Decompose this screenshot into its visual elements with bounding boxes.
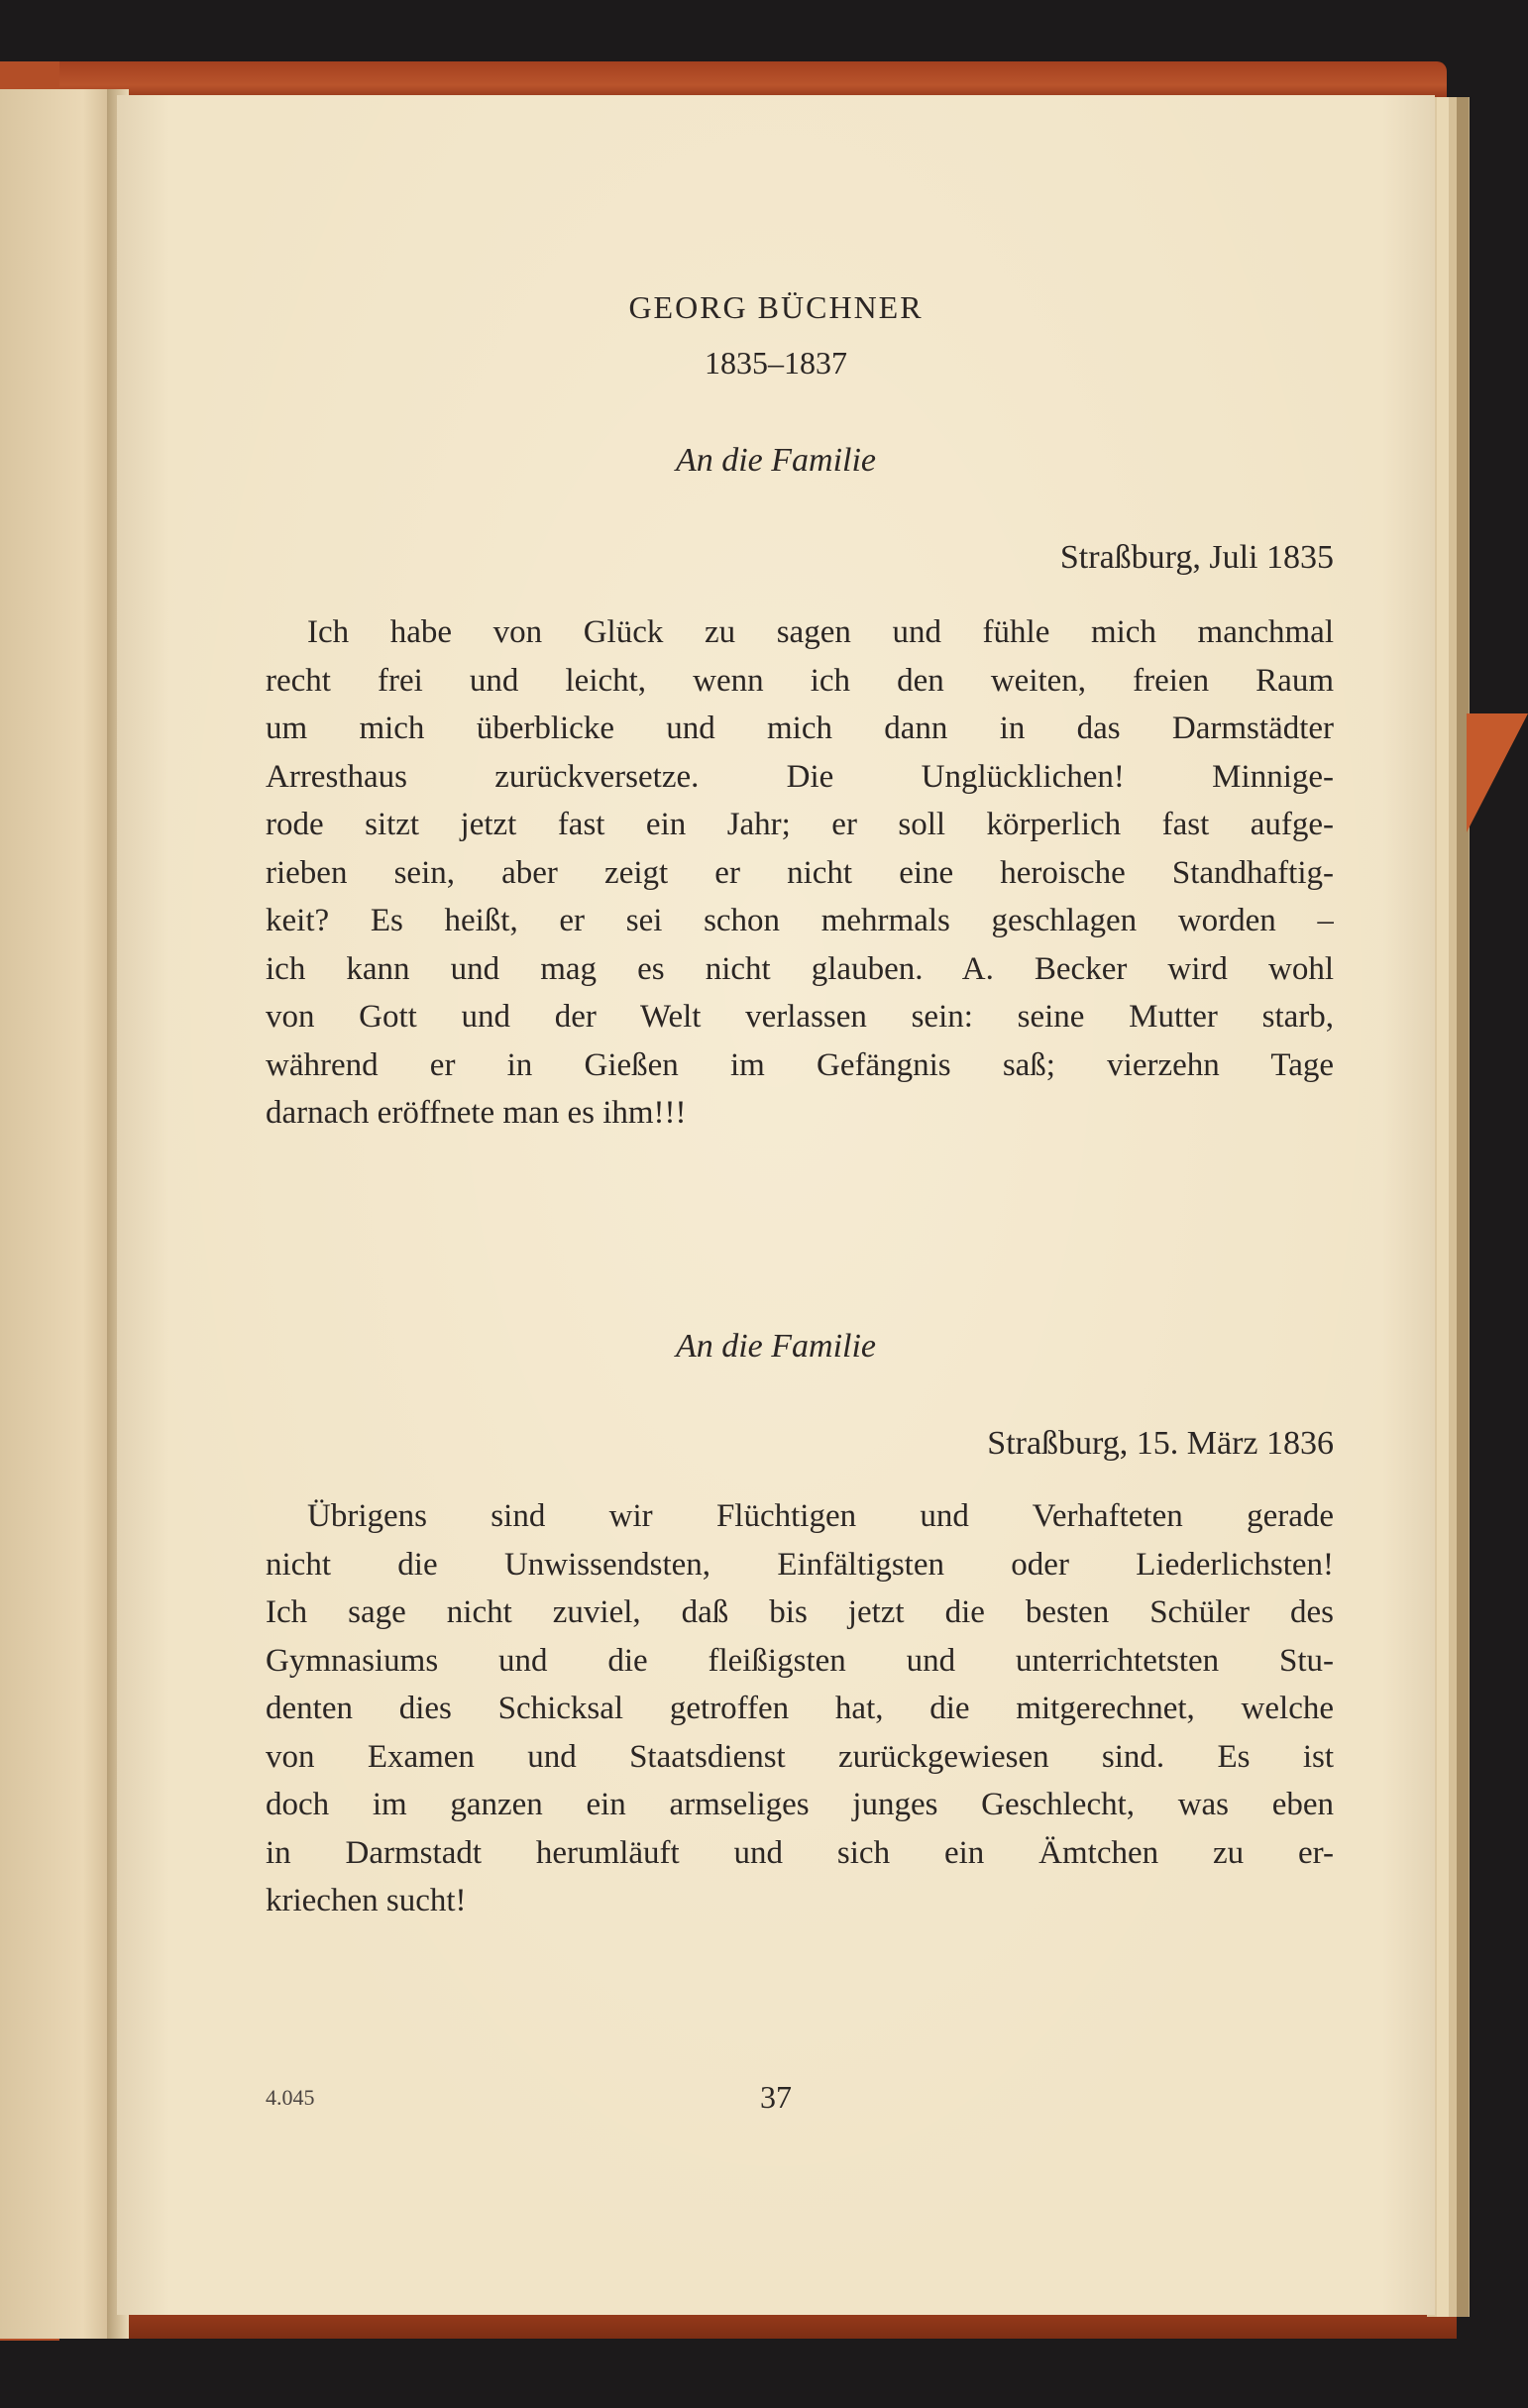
text-line: Übrigens sind wir Flüchtigen und Verhafteten gerade [307, 1498, 1334, 1534]
text-line: darnach eröffnete man es ihm!!! [266, 1095, 687, 1131]
author-title: GEORG BÜCHNER [628, 289, 924, 325]
text-line: von Gott und der Welt verlassen sein: seine Mutter starb, [266, 999, 1334, 1035]
catalog-code: 4.045 [266, 2085, 315, 2110]
left-page [0, 89, 119, 2339]
text-line: keit? Es heißt, er sei schon mehrmals geschlagen worden – [266, 903, 1334, 938]
text-line: nicht die Unwissendsten, Einfältigsten oder Liederlichsten! [266, 1546, 1334, 1583]
text-line: ich kann und mag es nicht glauben. A. Becker wird wohl [266, 950, 1334, 987]
text-line: während er in Gießen im Gefängnis saß; vierzehn Tage [266, 1046, 1334, 1083]
letter-1-body [266, 608, 1334, 1138]
page-number: 37 [760, 2079, 792, 2115]
bookmark-strip [1467, 713, 1528, 832]
text-line: kriechen sucht! [266, 1883, 467, 1918]
book-page [117, 95, 1435, 2315]
letter-2-heading: An die Familie [675, 1328, 877, 1365]
text-line: Ich habe von Glück zu sagen und fühle mich manchmal [307, 614, 1334, 650]
text-line: in Darmstadt herumläuft und sich ein Ämtchen zu er- [266, 1834, 1334, 1871]
letter-1-heading: An die Familie [675, 442, 877, 479]
text-line: Ich sage nicht zuviel, daß bis jetzt die besten Schüler des [266, 1594, 1334, 1630]
text-line: recht frei und leicht, wenn ich den weiten, freien Raum [266, 662, 1334, 699]
text-line: doch im ganzen ein armseliges junges Geschlecht, was eben [266, 1787, 1334, 1822]
letter-2-place-date: Straßburg, 15. März 1836 [987, 1425, 1334, 1462]
text-line: rode sitzt jetzt fast ein Jahr; er soll körperlich fast aufge- [266, 807, 1334, 842]
letter-1-place-date: Straßburg, Juli 1835 [1059, 539, 1334, 576]
letter-2-body [266, 1492, 1334, 1925]
text-line: Arresthaus zurückversetze. Die Unglücklichen! Minnige- [266, 758, 1334, 795]
page-stack-edge [1457, 97, 1470, 2317]
years-subtitle: 1835–1837 [705, 345, 847, 381]
text-line: von Examen und Staatsdienst zurückgewiesen sind. Es ist [266, 1738, 1334, 1775]
text-line: rieben sein, aber zeigt er nicht eine heroische Standhaftig- [266, 854, 1334, 891]
text-line: um mich überblicke und mich dann in das Darmstädter [266, 711, 1334, 746]
text-line: denten dies Schicksal getroffen hat, die mitgerechnet, welche [266, 1691, 1334, 1726]
text-line: Gymnasiums und die fleißigsten und unterrichtetsten Stu- [266, 1642, 1334, 1679]
